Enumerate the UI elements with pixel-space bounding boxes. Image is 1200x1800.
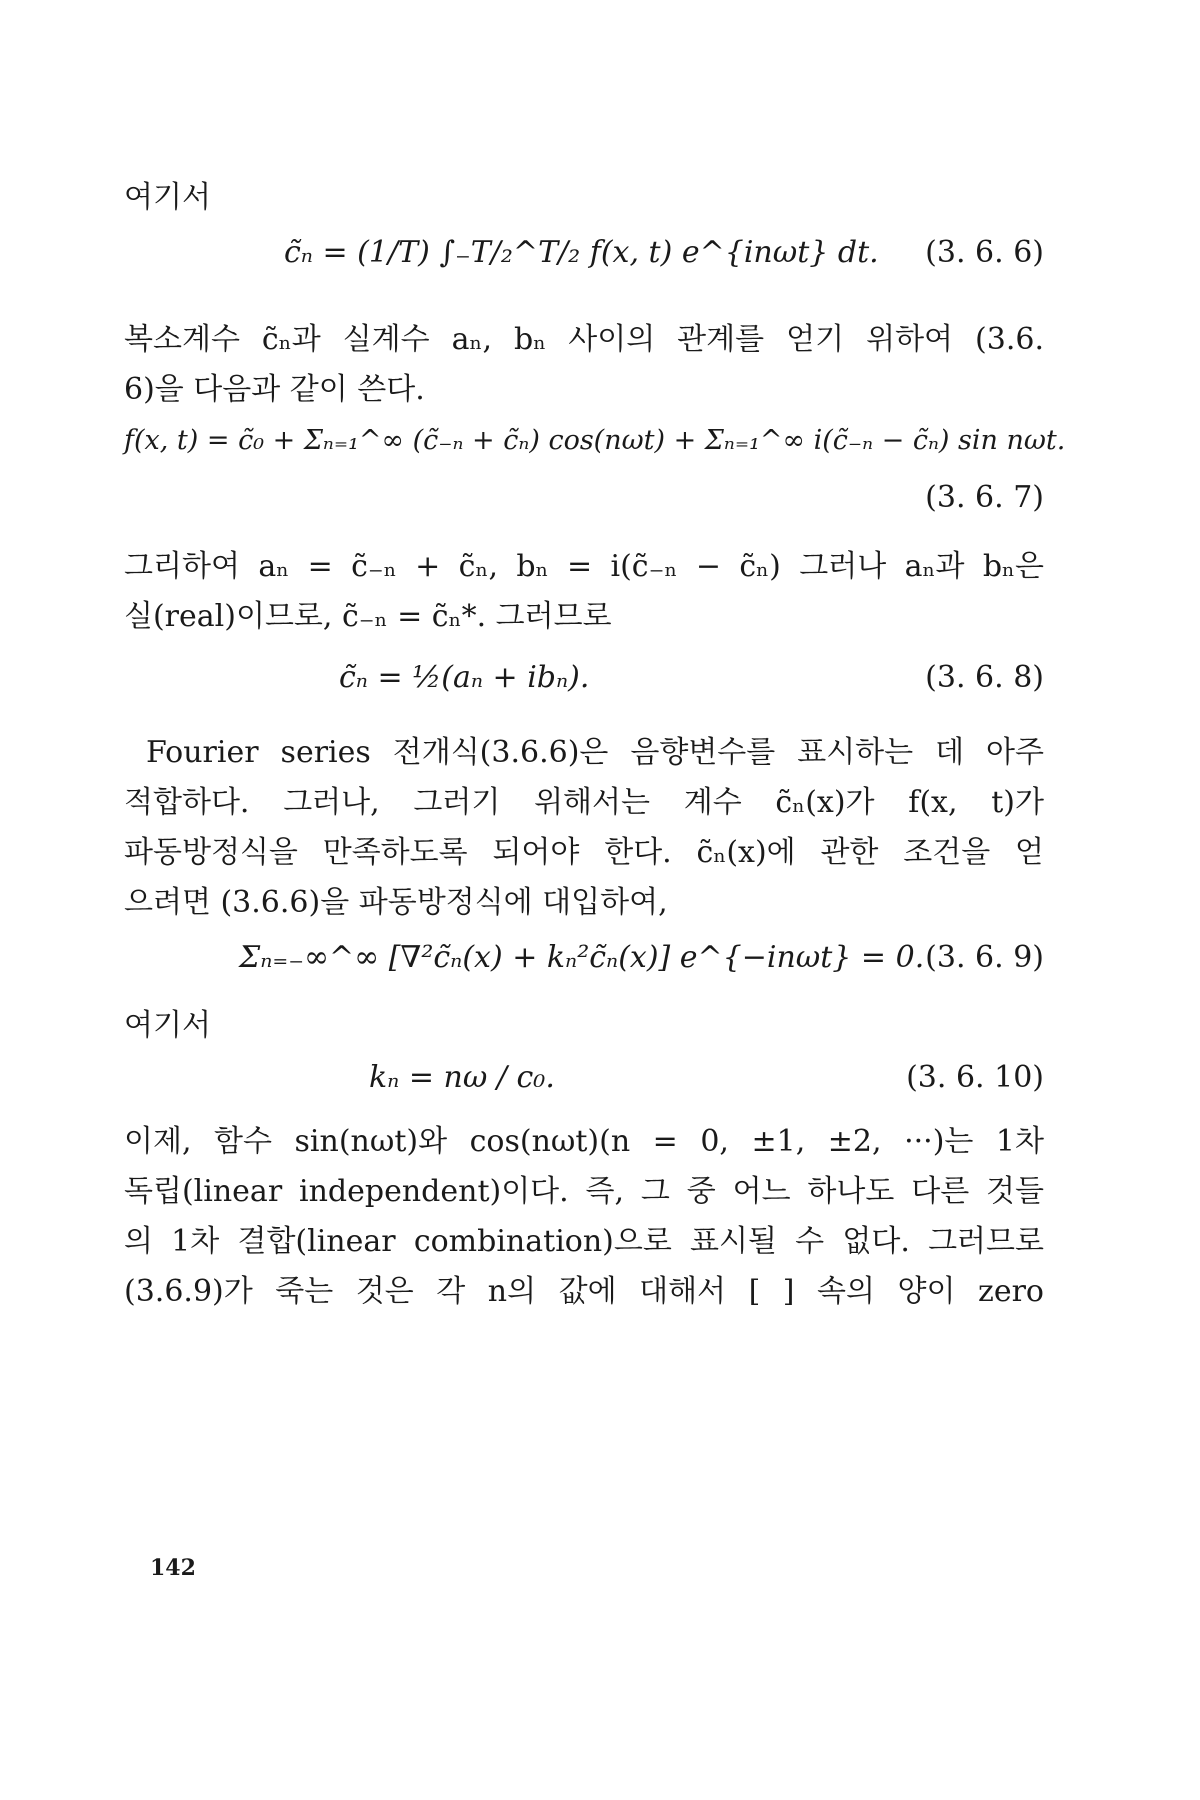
- paragraph-complex-line-2: 6)을 다음과 같이 쓴다.: [124, 372, 425, 407]
- equation-3-6-7: [124, 425, 1066, 485]
- equation-number: (3. 6. 10): [906, 1060, 1044, 1095]
- paragraph-now-line-2: 독립(linear independent)이다. 즉, 그 중 어느 하나도 다른 것들: [124, 1174, 1044, 1209]
- paragraph-complex-line-1: 복소계수 c̃ₙ과 실계수 aₙ, bₙ 사이의 관계를 얻기 위하여 (3.6.: [124, 322, 1044, 357]
- page-number: 142: [150, 1555, 196, 1581]
- equation-number: (3. 6. 8): [925, 660, 1044, 695]
- where-label-1: 여기서: [124, 180, 211, 215]
- paragraph-fourier-line-1: Fourier series 전개식(3.6.6)은 음향변수를 표시하는 데 아주: [146, 735, 1044, 770]
- paragraph-fourier-line-3: 파동방정식을 만족하도록 되어야 한다. c̃ₙ(x)에 관한 조건을 얻: [124, 835, 1044, 870]
- equation-3-6-6: [124, 235, 1044, 295]
- paragraph-thus-line-2: 실(real)이므로, c̃₋ₙ = c̃ₙ*. 그러므로: [124, 599, 612, 634]
- equation-body: c̃ₙ = ½(aₙ + ibₙ).: [339, 660, 590, 695]
- equation-3-6-10: [124, 1060, 1044, 1120]
- paragraph-fourier-line-2: 적합하다. 그러나, 그러기 위해서는 계수 c̃ₙ(x)가 f(x, t)가: [124, 785, 1044, 820]
- equation-number: (3. 6. 7): [925, 480, 1044, 515]
- equation-number: (3. 6. 6): [925, 235, 1044, 270]
- equation-3-6-9: [124, 940, 1044, 1000]
- equation-body: kₙ = nω / c₀.: [369, 1060, 555, 1095]
- equation-body: f(x, t) = c̃₀ + Σₙ₌₁^∞ (c̃₋ₙ + c̃ₙ) cos(nωt) + Σₙ₌₁^∞ i(c̃₋ₙ − c̃ₙ) sin nωt.: [124, 425, 1066, 456]
- paragraph-thus-line-1: 그리하여 aₙ = c̃₋ₙ + c̃ₙ, bₙ = i(c̃₋ₙ − c̃ₙ) 그러나 aₙ과 bₙ은: [124, 549, 1044, 584]
- paragraph-fourier-line-4: 으려면 (3.6.6)을 파동방정식에 대입하여,: [124, 885, 668, 920]
- equation-body: Σₙ₌₋∞^∞ [∇²c̃ₙ(x) + kₙ²c̃ₙ(x)] e^{−inωt} = 0.: [239, 940, 925, 975]
- equation-3-6-7-number-row: [124, 480, 1044, 520]
- equation-number: (3. 6. 9): [925, 940, 1044, 975]
- equation-body: c̃ₙ = (1/T) ∫₋T/₂^T/₂ f(x, t) e^{inωt} dt.: [284, 235, 879, 270]
- paragraph-now-line-1: 이제, 함수 sin(nωt)와 cos(nωt)(n = 0, ±1, ±2, ···)는 1차: [124, 1124, 1044, 1159]
- equation-3-6-8: [124, 660, 1044, 720]
- paragraph-now-line-4: (3.6.9)가 죽는 것은 각 n의 값에 대해서 [ ] 속의 양이 zero: [124, 1274, 1044, 1309]
- where-label-2: 여기서: [124, 1008, 211, 1043]
- paragraph-now-line-3: 의 1차 결합(linear combination)으로 표시될 수 없다. 그러므로: [124, 1224, 1044, 1259]
